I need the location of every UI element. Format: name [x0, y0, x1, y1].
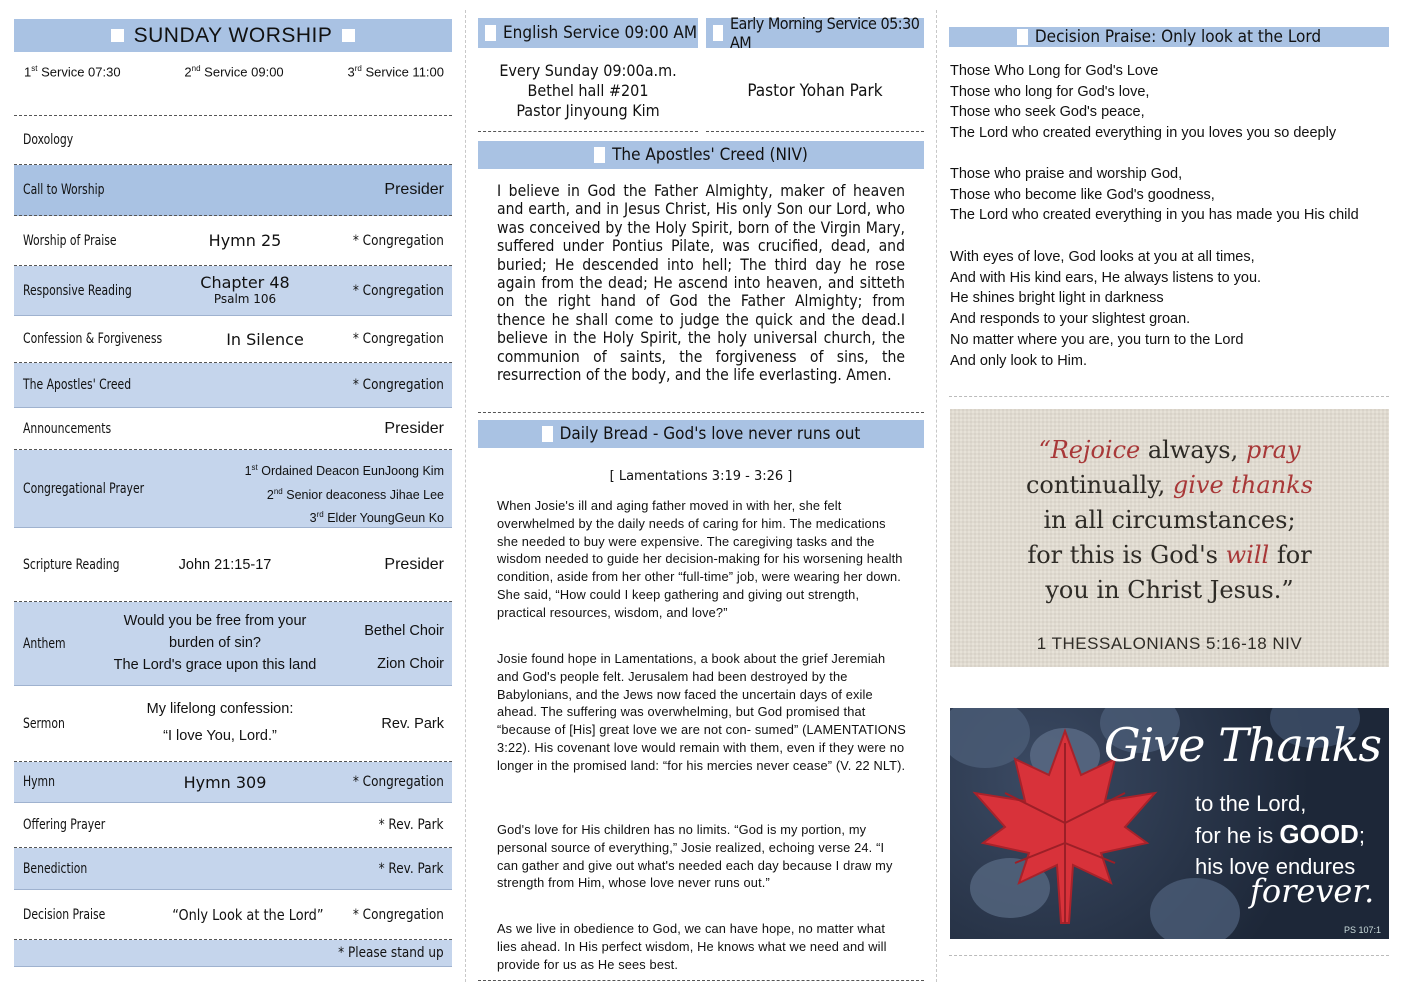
- square-bullet-icon: [542, 426, 553, 442]
- row-item: “Only Look at the Lord”: [172, 905, 324, 924]
- row-leader: Presider: [384, 419, 444, 437]
- service-times: [24, 64, 444, 86]
- row-label: Congregational Prayer: [23, 480, 145, 497]
- daily-bread-paragraph: When Josie's ill and aging father moved in with her, she felt overwhelmed by the daily needs of caring for him. The medications she needed to buy were expensive. The caregiving tasks and the wisdom needed to guide her decision-making for his worsening health condition, aside from her other “full-time” job, were wearing her down. She said, “How could I keep gathering and giving out strength, practical resources, wisdom, and love?”: [497, 498, 903, 620]
- row-label: Offering Prayer: [23, 817, 106, 833]
- row-leader: Presider: [384, 181, 444, 198]
- row-leader: * Congregation: [352, 282, 444, 299]
- row-item: Chapter 48 Psalm 106: [200, 273, 290, 306]
- order-row-call-to-worship: [14, 165, 452, 216]
- order-row-hymn: [14, 762, 452, 803]
- row-label: Doxology: [23, 132, 74, 148]
- sunday-worship-header: [14, 19, 452, 52]
- stand-up-note-row: [14, 940, 452, 967]
- row-item: Hymn 309: [183, 772, 267, 792]
- daily-bread-reference: [ Lamentations 3:19 - 3:26 ]: [609, 469, 793, 484]
- english-service-details: Every Sunday 09:00a.m. Bethel hall #201 Pastor Jinyoung Kim: [499, 61, 677, 120]
- row-leader: * Rev. Park: [379, 860, 444, 877]
- service-time: 2nd Service 09:00: [184, 64, 284, 80]
- order-row-apostles-creed: [14, 363, 452, 408]
- divider: [478, 131, 698, 132]
- service-time: 1st Service 07:30: [24, 64, 121, 80]
- divider: [949, 396, 1389, 397]
- row-leader: * Congregation: [352, 906, 444, 923]
- order-row-benediction: [14, 848, 452, 890]
- row-leader: Bethel Choir Zion Choir: [364, 623, 444, 672]
- scripture-image-thessalonians: [950, 409, 1389, 667]
- prayer-leaders: 1st Ordained Deacon EunJoong Kim 2nd Senior deaconess Jihae Lee 3rd Elder YoungGeun Ko: [244, 463, 444, 526]
- order-row-responsive-reading: [14, 266, 452, 316]
- lyrics-stanza: Those who praise and worship God, Those who become like God's goodness, The Lord who created everything in you has made you His child: [950, 166, 1359, 224]
- order-row-decision-praise: [14, 890, 452, 940]
- row-label: Hymn: [23, 774, 55, 790]
- middle-column: [478, 0, 924, 992]
- order-row-sermon: [14, 686, 452, 762]
- daily-bread-paragraph: God's love for His children has no limits. “God is my portion, my personal source of everything,” Josie realized, echoing verse 24. “I can gather and give out what's needed each day because I draw my strength from Him, whose love never runs out.”: [497, 822, 893, 891]
- daily-bread-header: Daily Bread - God's love never runs out: [478, 420, 924, 448]
- square-bullet-icon: [1017, 29, 1028, 45]
- order-row-worship-of-praise: [14, 216, 452, 266]
- lyrics-stanza: With eyes of love, God looks at you at all times, And with His kind ears, He always listens to you. He shines bright light in darkness And responds to your slightest groan. No matter where you are, you turn to the Lord And only look to Him.: [950, 249, 1262, 369]
- row-label: Decision Praise: [23, 906, 106, 923]
- row-label: Worship of Praise: [23, 232, 117, 249]
- service-time: 3rd Service 11:00: [347, 64, 444, 80]
- square-bullet-icon: [111, 29, 124, 42]
- divider: [478, 980, 924, 981]
- row-label: Announcements: [23, 420, 112, 437]
- scripture-image-give-thanks: [950, 708, 1389, 939]
- row-label: Anthem: [23, 635, 66, 652]
- divider: [706, 131, 924, 132]
- row-item: Hymn 25: [208, 231, 282, 250]
- square-bullet-icon: [594, 147, 605, 163]
- give-thanks-heading: Give Thanks: [1103, 718, 1381, 772]
- row-leader: * Congregation: [352, 232, 444, 249]
- divider: [478, 412, 924, 413]
- row-label: Confession & Forgiveness: [23, 331, 163, 347]
- page-title: SUNDAY WORSHIP: [133, 23, 333, 47]
- daily-bread-paragraph: As we live in obedience to God, we can have hope, no matter what lies ahead. In His perfect wisdom, He knows what we need and will provide for us as He sees best.: [497, 921, 887, 972]
- row-leader: * Congregation: [352, 331, 444, 347]
- right-column: [949, 0, 1389, 992]
- row-item: In Silence: [226, 329, 304, 349]
- row-item: Would you be free from your burden of sin? The Lord's grace upon this land: [113, 613, 317, 673]
- stand-up-note: * Please stand up: [338, 945, 444, 961]
- daily-bread-paragraph: Josie found hope in Lamentations, a book about the grief Jeremiah and God's people felt. Jerusalem had been destroyed by the Babylonians, and the Jews now faced the uncertain days of exile ahead. The suffering was overwhelming, but God promised that “because of [His] great love we are not con- sumed” (LAMENTATIONS 3:22). His covenant love would remain with them, even if they were no longer in the promised land: “for his mercies never cease” (V. 22 NLT).: [497, 651, 906, 773]
- row-leader: Presider: [384, 555, 444, 573]
- scripture-citation: 1 THESSALONIANS 5:16-18 NIV: [1036, 634, 1303, 653]
- decision-praise-header: Decision Praise: Only look at the Lord: [949, 27, 1389, 47]
- early-service-pastor: Pastor Yohan Park: [747, 81, 883, 101]
- row-label: Scripture Reading: [23, 556, 120, 573]
- early-service-header: Early Morning Service 05:30 AM: [706, 18, 924, 48]
- row-leader: * Congregation: [352, 377, 444, 393]
- order-row-scripture-reading: [14, 528, 452, 602]
- row-item: John 21:15-17: [178, 556, 272, 573]
- forever-word: forever.: [1250, 872, 1375, 910]
- order-row-congregational-prayer: [14, 450, 452, 528]
- row-label: The Apostles' Creed: [23, 377, 132, 393]
- column-divider: [936, 10, 937, 982]
- divider: [949, 955, 1389, 956]
- square-bullet-icon: [713, 25, 723, 41]
- order-row-announcements: [14, 408, 452, 450]
- row-leader: * Rev. Park: [379, 817, 444, 833]
- row-item: My lifelong confession: “I love You, Lord.”: [146, 701, 294, 744]
- order-row-confession: [14, 316, 452, 363]
- creed-text: I believe in God the Father Almighty, maker of heaven and earth, and in Jesus Christ, His only Son our Lord, who was conceived by the Holy Spirit, born of the Virgin Mary, suffered under Pontius Pilate, was crucified, dead, and buried; He descended into hell; The third day he rose again from the dead; He ascend into heaven, and sitteth on the right hand of God the Father Almighty; from thence he shall come to judge the quick and the dead.I believe in the Holy Spirit, the holy universal church, the communion of saints, the forgiveness of sins, the resurrection of the body, and the life everlasting. Amen.: [497, 182, 905, 385]
- row-label: Call to Worship: [23, 182, 105, 198]
- order-row-anthem: [14, 602, 452, 686]
- lyrics-stanza: Those Who Long for God's Love Those who long for God's love, Those who seek God's peace, The Lord who created everything in you loves you so deeply: [950, 63, 1337, 142]
- row-label: Benediction: [23, 860, 88, 877]
- square-bullet-icon: [342, 29, 355, 42]
- row-leader: * Congregation: [352, 774, 444, 790]
- give-thanks-lines: to the Lord, for he is GOOD; his love endures: [1195, 791, 1365, 879]
- row-label: Responsive Reading: [23, 282, 132, 299]
- square-bullet-icon: [485, 25, 496, 41]
- scripture-quote: “Rejoice always, pray continually, give thanks in all circumstances; for this is God's will for you in Christ Jesus.”: [1025, 436, 1314, 604]
- order-row-offering-prayer: [14, 803, 452, 848]
- psalm-reference: PS 107:1: [1343, 925, 1381, 935]
- order-row-doxology: [14, 116, 452, 165]
- row-label: Sermon: [23, 715, 65, 732]
- row-leader: Rev. Park: [381, 715, 444, 732]
- english-service-header: English Service 09:00 AM: [478, 18, 698, 48]
- apostles-creed-header: The Apostles' Creed (NIV): [478, 141, 924, 169]
- column-divider: [465, 10, 466, 982]
- worship-order-column: [14, 0, 452, 992]
